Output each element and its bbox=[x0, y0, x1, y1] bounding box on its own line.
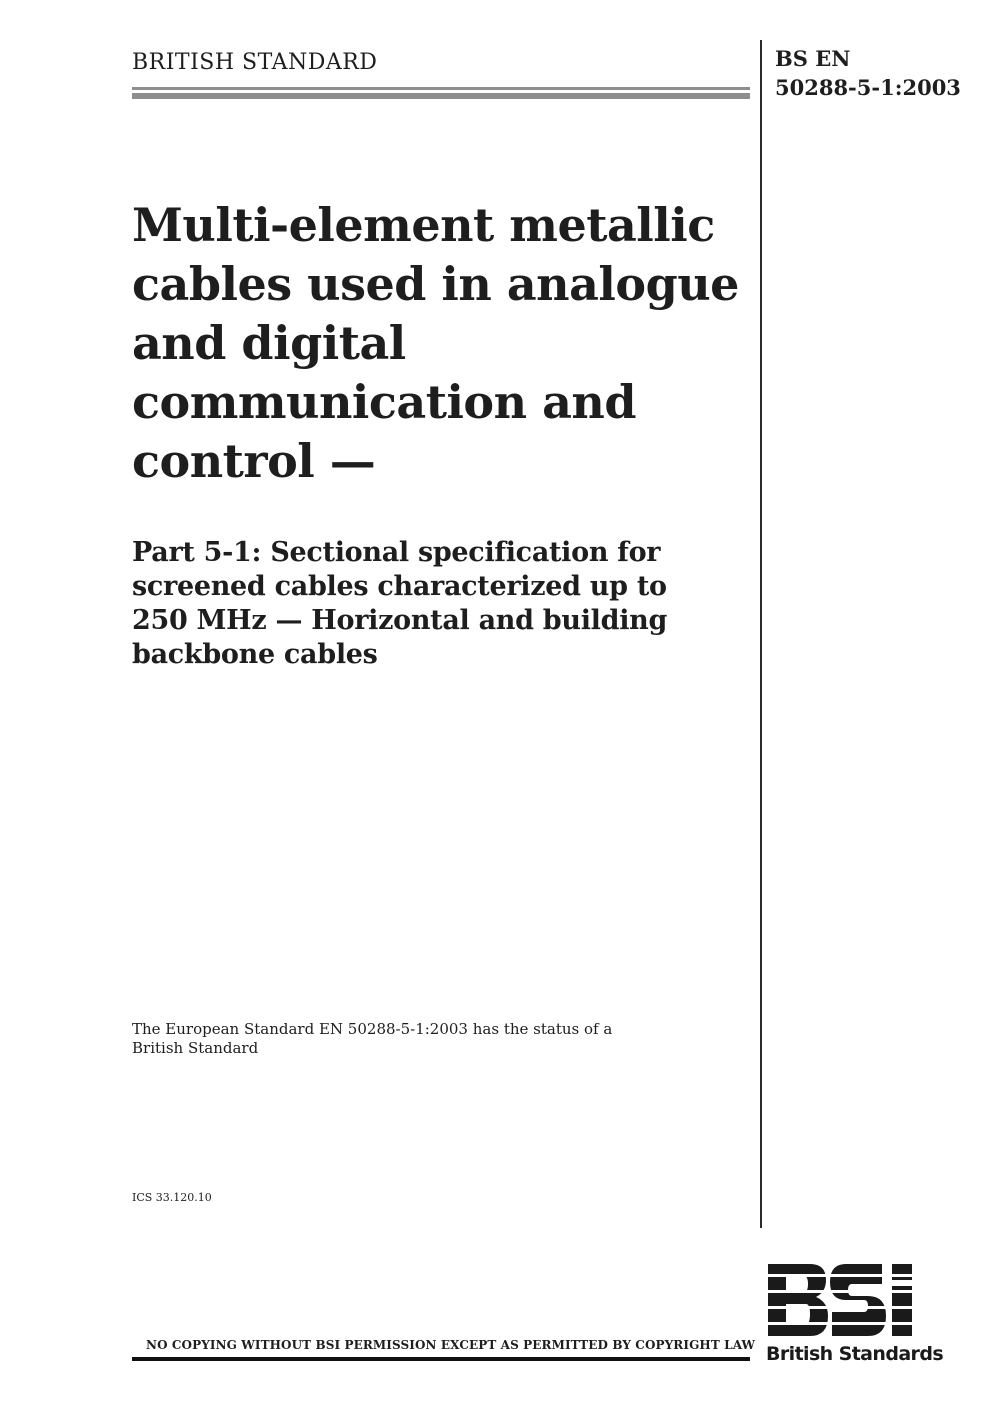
title-line: cables used in analogue bbox=[132, 257, 739, 311]
title-line: and digital bbox=[132, 316, 406, 370]
header-double-rule bbox=[132, 87, 750, 100]
header-rule-thin bbox=[132, 87, 750, 90]
standard-number-line-2: 50288-5-1:2003 bbox=[775, 75, 961, 100]
status-note-line: The European Standard EN 50288-5-1:2003 has the status of a bbox=[132, 1020, 613, 1038]
subtitle bbox=[132, 536, 752, 672]
header-label: BRITISH STANDARD bbox=[132, 50, 378, 75]
status-note-line: British Standard bbox=[132, 1039, 259, 1057]
status-note bbox=[132, 1020, 612, 1058]
title-line: Multi-element metallic bbox=[132, 198, 715, 252]
ics-code: ICS 33.120.10 bbox=[132, 1191, 212, 1204]
logo-brand-text: British Standards bbox=[766, 1343, 944, 1365]
main-title bbox=[132, 196, 752, 491]
copyright-notice: NO COPYING WITHOUT BSI PERMISSION EXCEPT AS PERMITTED BY COPYRIGHT LAW bbox=[146, 1338, 756, 1352]
header-rule-thick bbox=[132, 93, 750, 99]
bottom-rule bbox=[132, 1357, 750, 1361]
subtitle-line: 250 MHz — Horizontal and building bbox=[132, 605, 668, 636]
title-line: communication and bbox=[132, 375, 636, 429]
subtitle-line: screened cables characterized up to bbox=[132, 571, 667, 602]
title-line: control — bbox=[132, 434, 376, 488]
standard-number bbox=[775, 44, 961, 102]
vertical-divider bbox=[760, 40, 762, 1228]
subtitle-line: Part 5-1: Sectional specification for bbox=[132, 537, 661, 568]
subtitle-line: backbone cables bbox=[132, 639, 378, 670]
standard-number-line-1: BS EN bbox=[775, 46, 851, 71]
